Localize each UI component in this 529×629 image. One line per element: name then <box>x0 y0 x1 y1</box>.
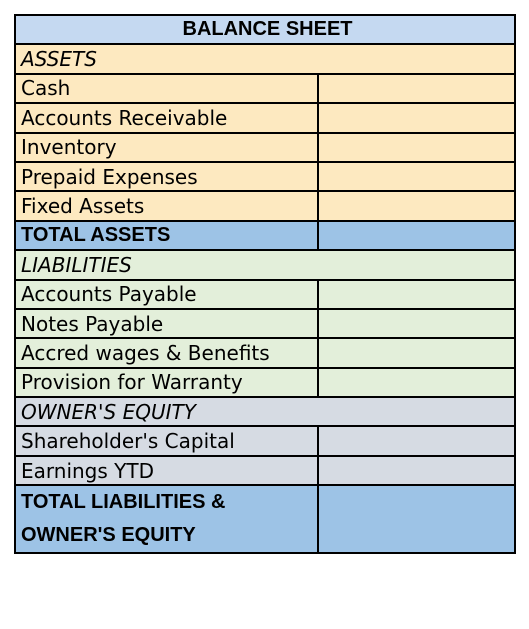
value-cell-earnings-ytd[interactable] <box>318 456 515 485</box>
table-row <box>15 162 515 191</box>
value-cell-accounts-payable[interactable] <box>318 280 515 309</box>
table-row <box>15 103 515 132</box>
table-row <box>15 338 515 367</box>
liabilities-heading-row <box>15 250 515 279</box>
assets-heading: ASSETS <box>15 44 515 73</box>
assets-heading-row <box>15 44 515 73</box>
total-liabilities-equity-row <box>15 485 515 553</box>
row-label-inventory: Inventory <box>15 133 318 162</box>
table-row <box>15 280 515 309</box>
value-cell-accounts-receivable[interactable] <box>318 103 515 132</box>
value-cell-total-liabilities-equity[interactable] <box>318 485 515 553</box>
equity-heading: OWNER'S EQUITY <box>15 397 515 426</box>
row-label-shareholders-capital: Shareholder's Capital <box>15 426 318 455</box>
row-label-notes-payable: Notes Payable <box>15 309 318 338</box>
table-row <box>15 74 515 103</box>
value-cell-total-assets[interactable] <box>318 221 515 250</box>
value-cell-notes-payable[interactable] <box>318 309 515 338</box>
row-label-provision-warranty: Provision for Warranty <box>15 368 318 397</box>
table-row <box>15 191 515 220</box>
total-assets-row <box>15 221 515 250</box>
value-cell-accrued-wages[interactable] <box>318 338 515 367</box>
liabilities-heading: LIABILITIES <box>15 250 515 279</box>
table-row <box>15 133 515 162</box>
value-cell-prepaid-expenses[interactable] <box>318 162 515 191</box>
table-row <box>15 368 515 397</box>
value-cell-fixed-assets[interactable] <box>318 191 515 220</box>
table-row <box>15 456 515 485</box>
total-liabilities-line1: TOTAL LIABILITIES & <box>21 491 226 514</box>
value-cell-shareholders-capital[interactable] <box>318 426 515 455</box>
table-row <box>15 309 515 338</box>
title-row <box>15 15 515 44</box>
sheet-title: BALANCE SHEET <box>15 15 515 44</box>
watermark-text: 知乎 @qzwu <box>424 594 513 612</box>
row-label-accounts-payable: Accounts Payable <box>15 280 318 309</box>
equity-heading-row <box>15 397 515 426</box>
total-liabilities-equity-label <box>15 485 318 553</box>
value-cell-inventory[interactable] <box>318 133 515 162</box>
table-row <box>15 426 515 455</box>
total-liabilities-line2: OWNER'S EQUITY <box>21 524 196 547</box>
row-label-earnings-ytd: Earnings YTD <box>15 456 318 485</box>
value-cell-cash[interactable] <box>318 74 515 103</box>
row-label-fixed-assets: Fixed Assets <box>15 191 318 220</box>
value-cell-provision-warranty[interactable] <box>318 368 515 397</box>
row-label-cash: Cash <box>15 74 318 103</box>
row-label-accrued-wages: Accred wages & Benefits <box>15 338 318 367</box>
row-label-prepaid-expenses: Prepaid Expenses <box>15 162 318 191</box>
row-label-accounts-receivable: Accounts Receivable <box>15 103 318 132</box>
balance-sheet-table <box>14 14 516 554</box>
total-assets-label: TOTAL ASSETS <box>15 221 318 250</box>
